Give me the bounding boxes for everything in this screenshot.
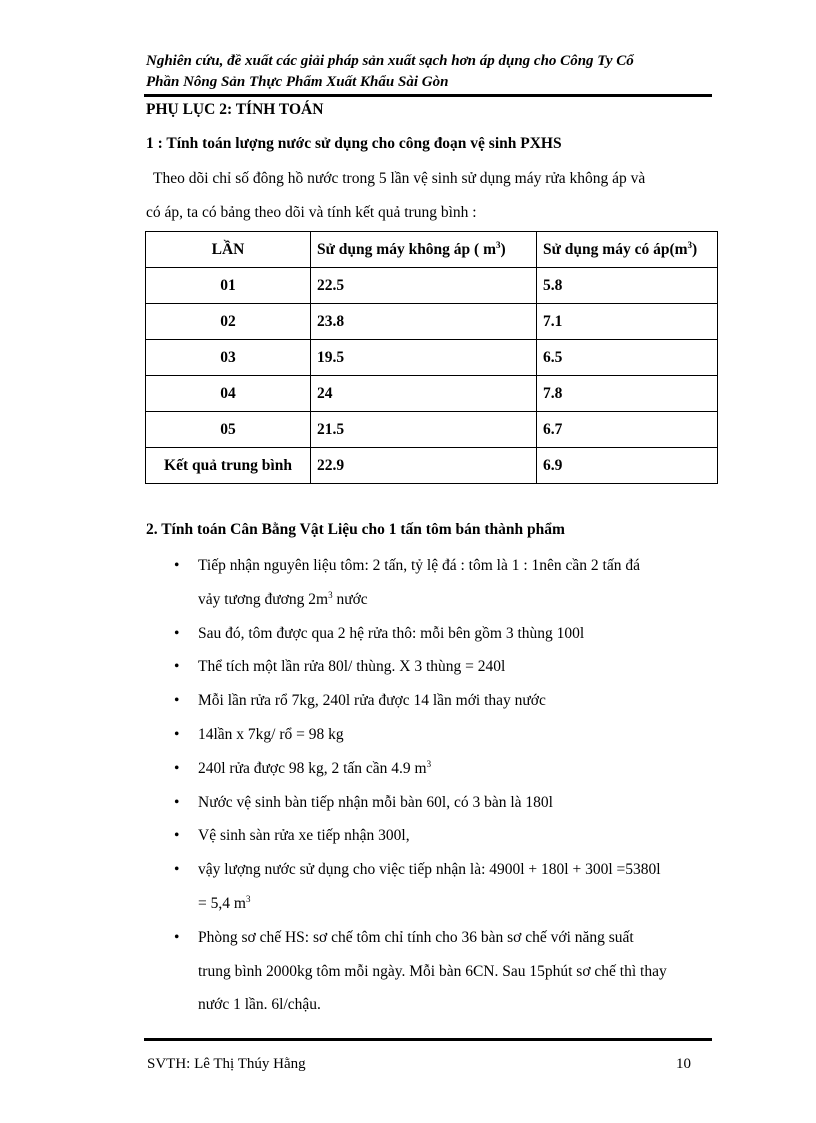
section-1-title: 1 : Tính toán lượng nước sử dụng cho công đoạn vệ sinh PXHS <box>146 135 562 152</box>
header-cell-times: LẦN <box>146 232 311 268</box>
header-cell-no-pressure <box>311 232 537 268</box>
footer-divider <box>144 1038 712 1041</box>
table-row <box>146 340 718 376</box>
table-row <box>146 412 718 448</box>
list-item <box>148 786 708 820</box>
section-1-paragraph-line-1: Theo dõi chỉ số đông hồ nước trong 5 lần vệ sinh sử dụng máy rửa không áp và <box>153 170 646 187</box>
table-row <box>146 268 718 304</box>
superscript: 3 <box>245 893 251 904</box>
table-cell: 6.7 <box>537 412 718 448</box>
bullet-icon: • <box>174 658 180 676</box>
table-row <box>146 376 718 412</box>
list-item <box>148 819 708 853</box>
bullet-icon: • <box>174 692 180 710</box>
list-item-text: Mỗi lần rửa rổ 7kg, 240l rửa được 14 lần mới thay nước <box>198 692 546 710</box>
header-pressure-sup: 3 <box>687 239 693 250</box>
table-cell: Kết quả trung bình <box>146 448 311 484</box>
header-cell-pressure <box>537 232 718 268</box>
bullet-icon: • <box>174 928 180 946</box>
list-item-text: Thể tích một lần rửa 80l/ thùng. X 3 thùng = 240l <box>198 658 506 676</box>
list-item <box>148 921 708 1022</box>
page-number: 10 <box>676 1056 691 1072</box>
page-header <box>146 51 706 93</box>
table-cell: 24 <box>311 376 537 412</box>
table-cell: 5.8 <box>537 268 718 304</box>
table-cell: 02 <box>146 304 311 340</box>
header-pressure-close: ) <box>692 240 698 258</box>
section-2-title: 2. Tính toán Cân Bằng Vật Liệu cho 1 tấn tôm bán thành phẩm <box>146 521 565 538</box>
table-cell: 01 <box>146 268 311 304</box>
table-cell: 22.9 <box>311 448 537 484</box>
footer-author: SVTH: Lê Thị Thúy Hằng <box>147 1056 306 1072</box>
table-row <box>146 304 718 340</box>
table-cell: 7.1 <box>537 304 718 340</box>
bullet-icon: • <box>174 725 180 743</box>
list-item <box>148 853 708 921</box>
table-cell: 6.9 <box>537 448 718 484</box>
superscript: 3 <box>426 758 432 769</box>
table-row-average <box>146 448 718 484</box>
table-cell: 7.8 <box>537 376 718 412</box>
list-item <box>148 752 708 786</box>
list-item-text: Phòng sơ chế HS: sơ chế tôm chỉ tính cho 36 bàn sơ chế với năng suất <box>198 928 634 946</box>
list-item-text: trung bình 2000kg tôm mỗi ngày. Mỗi bàn 6CN. Sau 15phút sơ chế thì thay <box>198 962 667 980</box>
list-item-text: vậy lượng nước sử dụng cho việc tiếp nhận là: 4900l + 180l + 300l =5380l <box>198 861 661 879</box>
list-item <box>148 684 708 718</box>
list-item-text: nước <box>332 590 368 608</box>
bullet-icon: • <box>174 861 180 879</box>
section-1-paragraph-line-2: có áp, ta có bảng theo dõi và tính kết quả trung bình : <box>146 204 477 221</box>
list-item-text: Nước vệ sinh bàn tiếp nhận mỗi bàn 60l, có 3 bàn là 180l <box>198 793 553 811</box>
header-no-pressure-sup: 3 <box>496 239 501 250</box>
table-header-row <box>146 232 718 268</box>
material-balance-list <box>148 549 708 1022</box>
header-no-pressure-close: ) <box>500 240 506 258</box>
table-cell: 23.8 <box>311 304 537 340</box>
table-cell: 21.5 <box>311 412 537 448</box>
list-item-text: Vệ sinh sàn rửa xe tiếp nhận 300l, <box>198 827 410 845</box>
header-pressure-text: Sử dụng máy có áp(m <box>543 240 688 258</box>
table-cell: 05 <box>146 412 311 448</box>
water-usage-table <box>145 231 718 484</box>
list-item <box>148 617 708 651</box>
superscript: 3 <box>328 589 333 600</box>
table-cell: 19.5 <box>311 340 537 376</box>
bullet-icon: • <box>174 759 180 777</box>
list-item-text: 14lần x 7kg/ rổ = 98 kg <box>198 725 344 743</box>
appendix-title: PHỤ LỤC 2: TÍNH TOÁN <box>146 101 324 118</box>
list-item-text: Tiếp nhận nguyên liệu tôm: 2 tấn, tỷ lệ đá : tôm là 1 : 1nên cần 2 tấn đá <box>198 557 640 574</box>
header-no-pressure-text: Sử dụng máy không áp ( m <box>317 240 496 258</box>
list-item-text: vảy tương đương 2m <box>198 590 329 608</box>
list-item <box>148 718 708 752</box>
list-item-text: 240l rửa được 98 kg, 2 tấn cần 4.9 m <box>198 759 427 777</box>
header-divider <box>144 94 712 97</box>
bullet-icon: • <box>174 624 180 642</box>
list-item <box>148 650 708 684</box>
list-item <box>148 549 708 617</box>
bullet-icon: • <box>174 793 180 811</box>
table-cell: 04 <box>146 376 311 412</box>
list-item-text: Sau đó, tôm được qua 2 hệ rửa thô: mỗi bên gồm 3 thùng 100l <box>198 624 585 642</box>
table-cell: 03 <box>146 340 311 376</box>
table-cell: 6.5 <box>537 340 718 376</box>
list-item-text: nước 1 lần. 6l/chậu. <box>198 996 321 1014</box>
list-item-text: = 5,4 m <box>198 894 246 912</box>
header-line-2: Phần Nông Sản Thực Phẩm Xuất Khẩu Sài Gòn <box>146 74 449 90</box>
bullet-icon: • <box>174 557 180 574</box>
header-line-1: Nghiên cứu, đề xuất các giải pháp sản xuất sạch hơn áp dụng cho Công Ty Cổ <box>146 53 634 69</box>
table-cell: 22.5 <box>311 268 537 304</box>
bullet-icon: • <box>174 827 180 845</box>
